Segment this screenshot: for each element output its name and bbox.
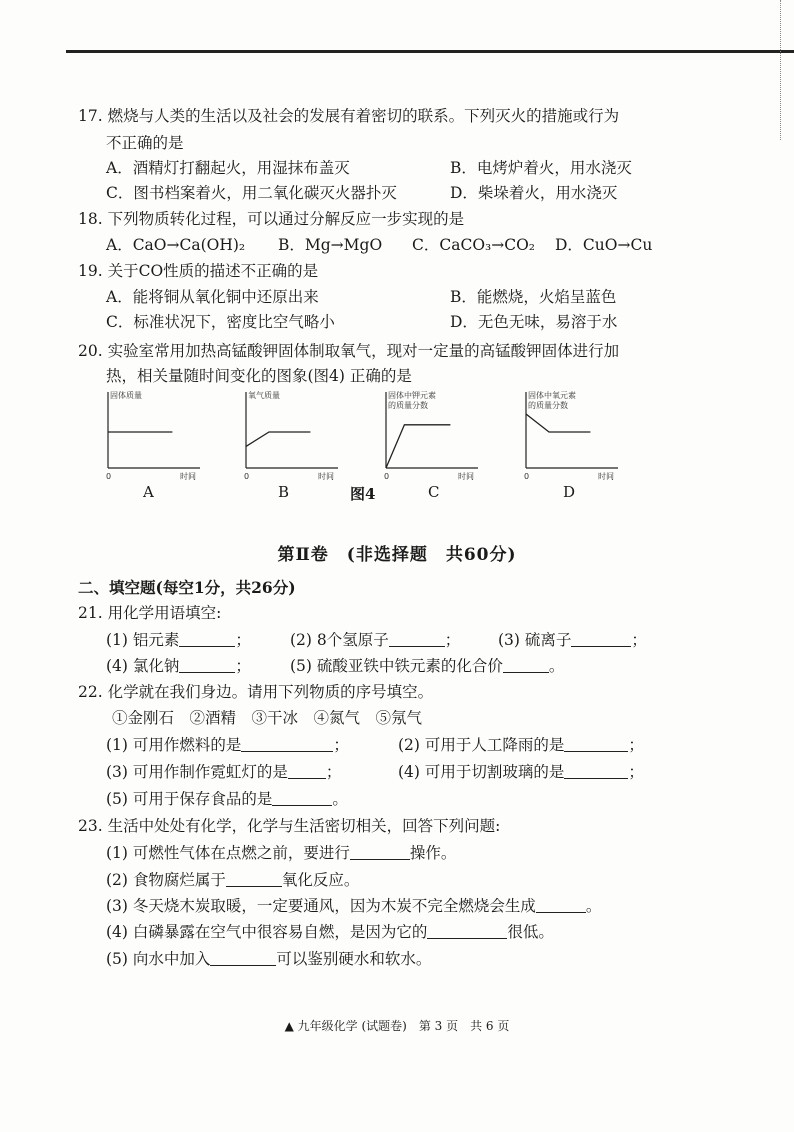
origin-label: 0 — [384, 472, 390, 481]
series-line — [526, 414, 590, 432]
graph-a — [100, 388, 210, 488]
q21-item1: (1) 铝元素 ； — [106, 631, 251, 649]
q22-blank2[interactable] — [564, 737, 628, 752]
q23-number: 23. — [78, 817, 103, 835]
q23-blank5[interactable] — [210, 951, 276, 966]
q21-number: 21. — [78, 604, 103, 622]
q21-item3-text: (3) 硫离子 — [498, 631, 572, 649]
q17-stem2: 不正确的是 — [106, 134, 184, 152]
q20-number: 20. — [78, 342, 103, 360]
y-axis-label: 固体中氧元素的质量分数 — [528, 391, 576, 410]
q18-line1 — [78, 209, 464, 229]
q17-option-d: D．柴垛着火，用水浇灭 — [450, 184, 618, 202]
q22-blank1[interactable] — [241, 737, 333, 752]
q22-item4: (4) 可用于切割玻璃的是 ； — [398, 763, 644, 781]
q19-option-b: B．能燃烧，火焰呈蓝色 — [450, 288, 617, 306]
q21-item5: (5) 硫酸亚铁中铁元素的化合价 。 — [290, 657, 565, 675]
graph-c-svg — [378, 388, 488, 488]
q21-item2: (2) 8个氢原子 ； — [290, 631, 461, 649]
figure-label: 图4 — [350, 485, 376, 503]
q23-blank1[interactable] — [350, 845, 410, 860]
q23-item3: (3) 冬天烧木炭取暖，一定要通风，因为木炭不完全燃烧会生成 。 — [106, 897, 602, 915]
q17-line1 — [78, 106, 619, 126]
q21-item1-text: (1) 铝元素 — [106, 631, 180, 649]
x-axis-label: 时间 — [598, 472, 614, 481]
q22-line1 — [78, 682, 433, 702]
q23-blank3[interactable] — [536, 898, 586, 913]
graph-d-svg — [518, 388, 628, 488]
section-heading: 二、填空题(每空1分，共26分) — [78, 578, 296, 597]
q23-item4-tail: 很低。 — [507, 923, 554, 941]
graph-a-label: A — [143, 483, 154, 501]
q22-blank4[interactable] — [564, 764, 628, 779]
q17-option-a: A．酒精灯打翻起火，用湿抹布盖灭 — [106, 159, 350, 177]
scan-edge — [780, 0, 787, 140]
q23-item1-text: (1) 可燃性气体在点燃之前，要进行 — [106, 844, 350, 862]
q21-item2-text: (2) 8个氢原子 — [290, 631, 389, 649]
q22-item1-text: (1) 可用作燃料的是 — [106, 736, 242, 754]
q19-option-d: D．无色无味，易溶于水 — [450, 313, 618, 331]
q23-item1 — [106, 843, 456, 863]
q23-item3-text: (3) 冬天烧木炭取暖，一定要通风，因为木炭不完全燃烧会生成 — [106, 897, 536, 915]
y-axis-label: 固体中钾元素的质量分数 — [388, 391, 436, 410]
q22-blank5[interactable] — [272, 791, 332, 806]
series-line — [386, 425, 450, 468]
graph-b-label: B — [278, 483, 290, 501]
q23-item2 — [106, 870, 359, 890]
q22-item2-text: (2) 可用于人工降雨的是 — [398, 736, 565, 754]
x-axis-label: 时间 — [180, 472, 196, 481]
q18-option-c: C．CaCO₃→CO₂ — [412, 236, 536, 254]
q22-item1: (1) 可用作燃料的是 ； — [106, 736, 349, 754]
x-axis-label: 时间 — [318, 472, 334, 481]
q20-line1 — [78, 341, 619, 361]
q21-stem: 用化学用语填空: — [107, 604, 222, 622]
q19-stem: 关于CO性质的描述不正确的是 — [107, 262, 319, 280]
graph-b — [238, 388, 348, 488]
q23-item4-text: (4) 白磷暴露在空气中很容易自燃，是因为它的 — [106, 923, 428, 941]
q17-option-b: B．电烤炉着火，用水浇灭 — [450, 159, 632, 177]
q19-number: 19. — [78, 262, 103, 280]
q21-item3: (3) 硫离子 ； — [498, 631, 647, 649]
q18-option-b: B．Mg→MgO — [278, 236, 383, 254]
origin-label: 0 — [524, 472, 530, 481]
graph-c — [378, 388, 488, 488]
graph-b-svg — [238, 388, 348, 488]
q23-stem: 生活中处处有化学，化学与生活密切相关，回答下列问题: — [107, 817, 501, 835]
q22-options: ①金刚石 ②酒精 ③干冰 ④氮气 ⑤氖气 — [112, 709, 423, 727]
graph-d — [518, 388, 628, 488]
graph-a-svg — [100, 388, 210, 488]
q19-option-c: C．标准状况下，密度比空气略小 — [106, 313, 335, 331]
q23-item5 — [106, 949, 431, 969]
q23-line1 — [78, 816, 500, 836]
origin-label: 0 — [244, 472, 250, 481]
q19-option-a: A．能将铜从氧化铜中还原出来 — [106, 288, 319, 306]
q21-item4-text: (4) 氯化钠 — [106, 657, 180, 675]
q23-item2-tail: 氧化反应。 — [281, 871, 360, 889]
q21-line1 — [78, 603, 221, 623]
series-line — [246, 432, 310, 446]
q20-stem2: 热，相关量随时间变化的图象(图4) 正确的是 — [106, 367, 412, 385]
q21-blank2[interactable] — [389, 632, 445, 647]
q23-item5-text: (5) 向水中加入 — [106, 950, 211, 968]
q20-stem: 实验室常用加热高锰酸钾固体制取氧气，现对一定量的高锰酸钾固体进行加 — [107, 342, 620, 360]
y-axis-label: 固体质量 — [110, 391, 142, 400]
q21-blank5[interactable] — [503, 658, 549, 673]
q23-blank4[interactable] — [427, 924, 507, 939]
q22-item3-text: (3) 可用作制作霓虹灯的是 — [106, 763, 288, 781]
q23-blank2[interactable] — [226, 872, 282, 887]
q21-item5-text: (5) 硫酸亚铁中铁元素的化合价 — [290, 657, 503, 675]
q17-stem: 燃烧与人类的生活以及社会的发展有着密切的联系。下列灭火的措施或行为 — [107, 107, 620, 125]
q21-blank4[interactable] — [179, 658, 235, 673]
graph-c-label: C — [428, 483, 440, 501]
x-axis-label: 时间 — [458, 472, 474, 481]
page-footer: ▲ 九年级化学 (试题卷) 第 3 页 共 6 页 — [284, 1019, 510, 1033]
q21-blank1[interactable] — [179, 632, 235, 647]
q23-item4 — [106, 922, 554, 942]
q22-stem: 化学就在我们身边。请用下列物质的序号填空。 — [107, 683, 434, 701]
q18-stem: 下列物质转化过程，可以通过分解反应一步实现的是 — [107, 210, 465, 228]
q22-item5: (5) 可用于保存食品的是 。 — [106, 790, 348, 808]
q21-item4: (4) 氯化钠 ； — [106, 657, 251, 675]
q22-blank3[interactable] — [288, 764, 326, 779]
q23-item1-tail: 操作。 — [409, 844, 457, 862]
graph-d-label: D — [563, 483, 576, 501]
q18-option-a: A．CaO→Ca(OH)₂ — [106, 236, 246, 254]
q18-option-d: D．CuO→Cu — [555, 236, 653, 254]
q23-item5-tail: 可以鉴别硬水和软水。 — [276, 950, 432, 968]
q19-line1 — [78, 261, 318, 281]
q23-item2-text: (2) 食物腐烂属于 — [106, 871, 226, 889]
origin-label: 0 — [106, 472, 112, 481]
q21-blank3[interactable] — [571, 632, 631, 647]
q17-option-c: C．图书档案着火，用二氧化碳灭火器扑灭 — [106, 184, 397, 202]
q17-number: 17. — [78, 107, 103, 125]
part2-title: 第Ⅱ卷 (非选择题 共60分) — [277, 545, 517, 565]
q22-item2: (2) 可用于人工降雨的是 ； — [398, 736, 644, 754]
y-axis-label: 氧气质量 — [248, 391, 280, 400]
q22-item5-text: (5) 可用于保存食品的是 — [106, 790, 273, 808]
q22-number: 22. — [78, 683, 103, 701]
q22-item4-text: (4) 可用于切割玻璃的是 — [398, 763, 565, 781]
header-rule — [66, 50, 794, 53]
q22-item3: (3) 可用作制作霓虹灯的是 ； — [106, 763, 342, 781]
q18-number: 18. — [78, 210, 103, 228]
